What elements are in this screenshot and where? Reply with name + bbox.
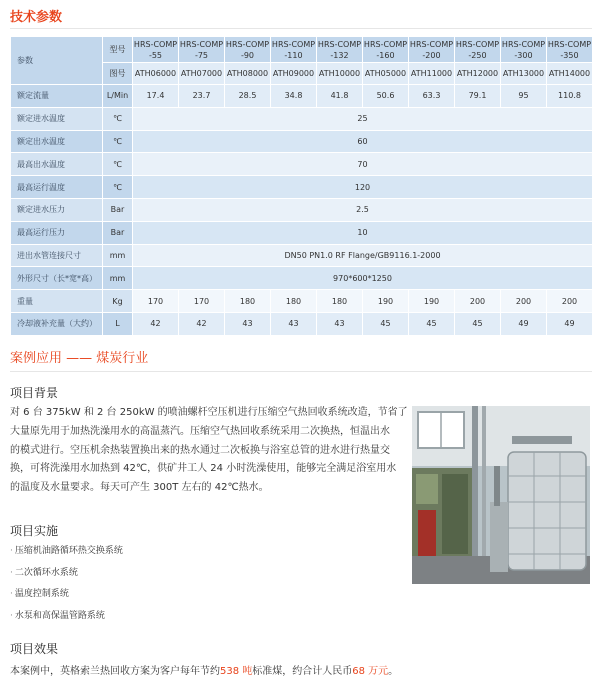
value-cell: 17.4 <box>133 85 179 108</box>
figure-cell: ATH07000 <box>179 63 225 85</box>
model-size: -90 <box>240 50 255 60</box>
title-divider <box>10 28 592 29</box>
value-cell: 43 <box>317 312 363 335</box>
row-unit: Kg <box>103 290 133 313</box>
row-label: 额定进水压力 <box>11 198 103 221</box>
figure-cell: ATH10000 <box>317 63 363 85</box>
list-item-text: 水泵和高保温管路系统 <box>14 610 105 621</box>
value-cell: 200 <box>501 290 547 313</box>
table-row <box>11 37 593 63</box>
value-cell: 42 <box>133 312 179 335</box>
value-cell: 200 <box>455 290 501 313</box>
table-row <box>11 85 593 108</box>
list-item <box>10 586 123 608</box>
bullet-mark: · <box>10 589 13 599</box>
value-cell: 49 <box>547 312 593 335</box>
figure-header: 图号 <box>103 63 133 85</box>
row-unit: mm <box>103 244 133 267</box>
model-name: HRS-COMP <box>133 39 178 49</box>
list-item-text: 温度控制系统 <box>14 589 69 599</box>
model-name: HRS-COMP <box>179 39 224 49</box>
table-row <box>11 267 593 290</box>
table-row <box>11 312 593 335</box>
model-cell <box>547 37 593 63</box>
row-unit: ℃ <box>103 153 133 176</box>
model-size: -55 <box>148 50 163 60</box>
span-value-cell: 2.5 <box>133 198 593 221</box>
model-cell <box>409 37 455 63</box>
row-unit: L/Min <box>103 85 133 108</box>
list-item <box>10 565 123 587</box>
figure-cell: ATH06000 <box>133 63 179 85</box>
value-cell: 45 <box>409 312 455 335</box>
list-item <box>10 608 123 630</box>
value-cell: 41.8 <box>317 85 363 108</box>
row-label: 额定进水温度 <box>11 107 103 130</box>
list-item <box>10 543 123 565</box>
value-cell: 180 <box>317 290 363 313</box>
background-line: 换，可将洗澡用水加热到 42℃，供矿井工人 24 小时洗澡使用，能够完全满足浴室用水 <box>10 463 397 475</box>
figure-cell: ATH13000 <box>501 63 547 85</box>
model-size: -250 <box>468 50 487 60</box>
value-cell: 190 <box>409 290 455 313</box>
coal-saving-value: 538 吨 <box>220 666 253 677</box>
value-cell: 50.6 <box>363 85 409 108</box>
model-size: -132 <box>330 50 349 60</box>
model-cell <box>455 37 501 63</box>
value-cell: 170 <box>133 290 179 313</box>
row-label: 最高运行温度 <box>11 176 103 199</box>
row-label: 重量 <box>11 290 103 313</box>
case-divider <box>10 371 592 372</box>
span-value-cell: 25 <box>133 107 593 130</box>
row-label: 最高出水温度 <box>11 153 103 176</box>
implementation-heading: 项目实施 <box>10 524 59 538</box>
model-size: -300 <box>514 50 533 60</box>
model-name: HRS-COMP <box>409 39 454 49</box>
table-row <box>11 290 593 313</box>
model-cell <box>179 37 225 63</box>
value-cell: 34.8 <box>271 85 317 108</box>
row-label: 最高运行压力 <box>11 221 103 244</box>
row-unit: ℃ <box>103 130 133 153</box>
model-name: HRS-COMP <box>455 39 500 49</box>
value-cell: 95 <box>501 85 547 108</box>
row-label: 额定流量 <box>11 85 103 108</box>
span-value-cell: 970*600*1250 <box>133 267 593 290</box>
background-heading: 项目背景 <box>10 386 59 400</box>
value-cell: 43 <box>271 312 317 335</box>
figure-cell: ATH11000 <box>409 63 455 85</box>
model-size: -110 <box>284 50 303 60</box>
background-line: 大量原先用于加热洗澡用水的高温蒸汽。压缩空气热回收系统采用二次换热，恒温出水 <box>10 425 390 437</box>
model-name: HRS-COMP <box>317 39 362 49</box>
model-size: -75 <box>194 50 209 60</box>
value-cell: 110.8 <box>547 85 593 108</box>
model-cell <box>501 37 547 63</box>
model-name: HRS-COMP <box>501 39 546 49</box>
effect-middle: 标准煤，约合计人民币 <box>252 666 353 677</box>
value-cell: 45 <box>455 312 501 335</box>
background-line: 的温度及水量要求。每天可产生 300T 左右的 42℃热水。 <box>10 482 269 494</box>
figure-cell: ATH05000 <box>363 63 409 85</box>
table-row <box>11 244 593 267</box>
figure-cell: ATH14000 <box>547 63 593 85</box>
row-unit: Bar <box>103 198 133 221</box>
value-cell: 79.1 <box>455 85 501 108</box>
boiler-room-photo <box>412 406 590 584</box>
model-name: HRS-COMP <box>363 39 408 49</box>
value-cell: 180 <box>271 290 317 313</box>
span-value-cell: 120 <box>133 176 593 199</box>
row-unit: L <box>103 312 133 335</box>
model-cell <box>225 37 271 63</box>
row-unit: ℃ <box>103 107 133 130</box>
value-cell: 43 <box>225 312 271 335</box>
table-row <box>11 198 593 221</box>
table-row <box>11 176 593 199</box>
background-line: 的模式进行。空压机余热装置换出来的热水通过二次板换与浴室总管的进水进行热量交 <box>10 444 390 456</box>
model-name: HRS-COMP <box>547 39 592 49</box>
figure-cell: ATH08000 <box>225 63 271 85</box>
effect-suffix: 。 <box>388 666 399 677</box>
row-unit: ℃ <box>103 176 133 199</box>
value-cell: 45 <box>363 312 409 335</box>
row-label: 冷却液补充量（大约） <box>11 312 103 335</box>
table-row <box>11 153 593 176</box>
list-item-text: 压缩机油路循环热交换系统 <box>14 546 123 556</box>
implementation-list <box>10 543 123 629</box>
table-row <box>11 107 593 130</box>
span-value-cell: 70 <box>133 153 593 176</box>
effect-text <box>10 662 398 677</box>
row-unit: mm <box>103 267 133 290</box>
bullet-mark: · <box>10 546 13 556</box>
effect-prefix: 本案例中，英格索兰热回收方案为客户每年节约 <box>10 666 220 677</box>
value-cell: 170 <box>179 290 225 313</box>
value-cell: 42 <box>179 312 225 335</box>
span-value-cell: DN50 PN1.0 RF Flange/GB9116.1-2000 <box>133 244 593 267</box>
model-cell <box>317 37 363 63</box>
model-name: HRS-COMP <box>271 39 316 49</box>
effect-heading: 项目效果 <box>10 642 59 656</box>
table-row <box>11 221 593 244</box>
background-line: 对 6 台 375kW 和 2 台 250kW 的喷油螺杆空压机进行压缩空气热回收系统改造，节省了 <box>10 407 408 418</box>
figure-cell: ATH09000 <box>271 63 317 85</box>
span-value-cell: 60 <box>133 130 593 153</box>
spec-section-title: 技术参数 <box>10 10 63 25</box>
value-cell: 28.5 <box>225 85 271 108</box>
model-cell <box>271 37 317 63</box>
case-section-title: 案例应用 —— 煤炭行业 <box>10 351 149 366</box>
background-paragraph <box>10 404 408 498</box>
model-name: HRS-COMP <box>225 39 270 49</box>
row-label: 额定出水温度 <box>11 130 103 153</box>
value-cell: 190 <box>363 290 409 313</box>
row-label: 进出水管连接尺寸 <box>11 244 103 267</box>
list-item-text: 二次循环水系统 <box>14 567 78 578</box>
value-cell: 23.7 <box>179 85 225 108</box>
span-value-cell: 10 <box>133 221 593 244</box>
bullet-mark: · <box>10 610 13 621</box>
value-cell: 63.3 <box>409 85 455 108</box>
figure-cell: ATH12000 <box>455 63 501 85</box>
model-header: 型号 <box>103 37 133 63</box>
bullet-mark: · <box>10 567 13 578</box>
table-row <box>11 130 593 153</box>
model-size: -200 <box>422 50 441 60</box>
value-cell: 49 <box>501 312 547 335</box>
money-saving-value: 68 万元 <box>352 666 389 677</box>
spec-table <box>10 36 593 336</box>
model-cell <box>363 37 409 63</box>
model-size: -160 <box>376 50 395 60</box>
value-cell: 180 <box>225 290 271 313</box>
model-cell <box>133 37 179 63</box>
model-size: -350 <box>560 50 579 60</box>
value-cell: 200 <box>547 290 593 313</box>
row-unit: Bar <box>103 221 133 244</box>
row-label: 外形尺寸（长*宽*高） <box>11 267 103 290</box>
param-header: 参数 <box>11 37 103 85</box>
